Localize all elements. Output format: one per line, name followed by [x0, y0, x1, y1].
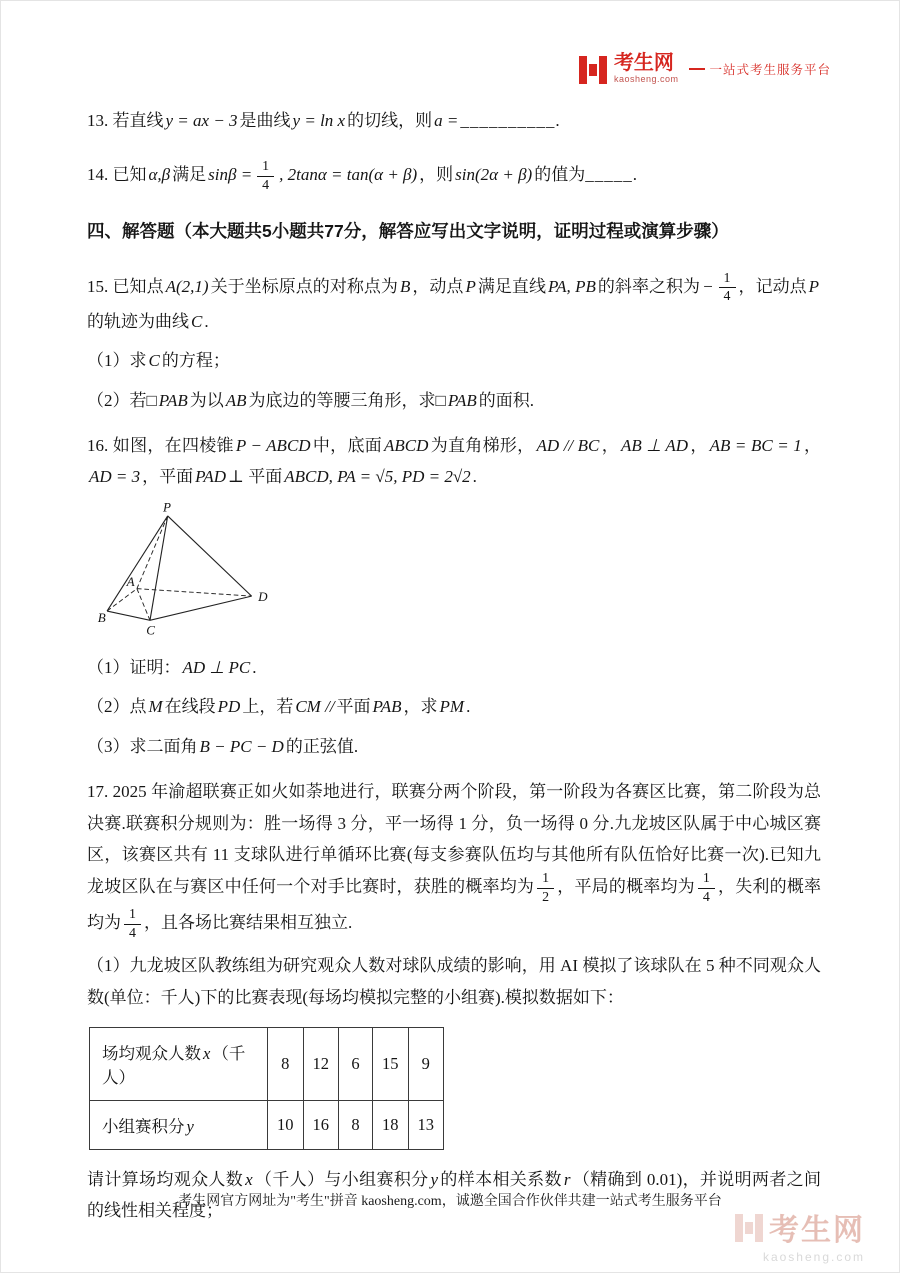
text-segment: 的正弦值. [285, 736, 359, 756]
watermark-bar-right [755, 1214, 763, 1242]
pyramid-hidden-edges [107, 516, 252, 620]
text-segment: . [252, 657, 257, 677]
math-segment: x [203, 1044, 211, 1063]
text-segment: （2）点 [87, 697, 147, 717]
text-segment: 14. 已知 [87, 165, 147, 185]
text-segment: 17. 2025 年渝超联赛正如火如荼地进行，联赛分两个阶段，第一阶段为各赛区比赛，第二阶段为总决赛.联赛积分规则为：胜一场得 3 分，平一场得 1 分，负一场得 0 分.九龙坡区队属于中心城区赛区，该赛区共有 11 支球队进行单循环比赛(每支参赛队伍均与其他所有队伍恰好比赛一次).已知九龙坡区队在与赛区中任何一个对手比赛时，获胜的概率均为 [87, 782, 821, 897]
fraction-denominator: 4 [129, 925, 136, 941]
text-segment: 请计算场均观众人数 [87, 1170, 244, 1189]
fraction-numerator: 1 [124, 906, 141, 924]
text-segment: 为直角梯形， [430, 435, 535, 455]
fraction [124, 906, 141, 942]
table-row-points [90, 1101, 444, 1150]
math-segment: B − PC − D [199, 736, 284, 756]
math-segment: PAB [447, 390, 477, 410]
row-header-points [90, 1101, 268, 1150]
question-15-part-1 [87, 345, 821, 376]
text-segment: 15. 已知点 [87, 276, 164, 296]
text-segment: （精确到 0.01)，并说明两者之间的线性相关程度； [87, 1170, 822, 1221]
triangle-placeholder-box: □ [146, 390, 157, 410]
math-segment: sin(2α + β) [455, 165, 533, 185]
math-segment: AB ⊥ AD [621, 435, 689, 455]
math-segment: CM // [295, 697, 335, 717]
table-cell: 8 [339, 1101, 373, 1150]
text-segment: 的轨迹为曲线 [87, 311, 189, 331]
math-segment: PAD [195, 467, 226, 487]
answer-blank: __________ [460, 111, 556, 130]
math-segment: P − ABCD [235, 435, 311, 455]
text-segment: ⊥ 平面 [228, 467, 283, 487]
text-segment: （1）求 [87, 351, 147, 371]
math-segment: PAB [372, 697, 402, 717]
text-segment: 16. 如图，在四棱锥 [87, 435, 234, 455]
text-segment: （2）若 [87, 390, 147, 410]
watermark-domain: kaosheng.com [762, 1250, 865, 1264]
site-logo [579, 53, 831, 84]
question-15-part-2 [87, 385, 821, 416]
math-segment: AD ⊥ PC [182, 657, 251, 677]
table-cell: 13 [408, 1101, 444, 1150]
kaosheng-logo-icon [579, 54, 607, 84]
logo-bar-left [579, 56, 587, 84]
math-segment: AB = BC = 1 [709, 435, 802, 455]
table-cell: 15 [373, 1028, 409, 1101]
watermark-bar-left [735, 1214, 743, 1242]
text-segment: （1）证明： [87, 657, 181, 677]
pyramid-figure-svg [91, 501, 291, 639]
pyramid-figure [91, 501, 821, 644]
text-segment: （千人） [102, 1044, 246, 1087]
text-segment: 满足 [172, 165, 207, 185]
fraction-numerator: 1 [698, 870, 715, 888]
watermark-logo [735, 1205, 865, 1264]
table-cell: 12 [303, 1028, 339, 1101]
math-segment: x [245, 1170, 253, 1189]
text-segment: . [632, 165, 637, 185]
text-segment: 为以 [189, 390, 224, 410]
table-cell: 10 [268, 1101, 304, 1150]
question-14 [87, 158, 821, 194]
fraction-denominator: 4 [262, 177, 270, 193]
math-segment: PM [439, 697, 465, 717]
math-segment: C [148, 351, 160, 371]
vertex-label-b: B [97, 610, 106, 626]
text-segment: ， [601, 435, 619, 455]
simulation-data-table [89, 1027, 444, 1150]
watermark-bar-middle [745, 1222, 753, 1234]
text-segment: . [466, 697, 471, 717]
table-cell: 8 [268, 1028, 304, 1101]
kaosheng-watermark-icon [735, 1212, 763, 1242]
question-16-part-2 [87, 691, 821, 722]
tagline-divider [689, 68, 705, 70]
text-segment: 场均观众人数 [102, 1044, 201, 1063]
tagline-text: 一站式考生服务平台 [709, 62, 831, 77]
question-17 [87, 776, 821, 942]
table-cell: 9 [408, 1028, 444, 1101]
fraction-denominator: 2 [542, 889, 550, 905]
logo-text [614, 53, 679, 84]
table-cell: 16 [303, 1101, 339, 1150]
text-segment: 13. 若直线 [87, 111, 164, 130]
table-cell: 18 [373, 1101, 409, 1150]
question-15 [87, 270, 821, 337]
page-footer: 考生网官方网址为"考生"拼音 kaosheng.com，诚邀全国合作伙伴共建一站式考生服务平台 [178, 1194, 722, 1209]
text-segment: 是曲线 [239, 111, 291, 130]
math-segment: sinβ = [208, 165, 253, 185]
text-segment: . [204, 311, 209, 331]
text-segment: . [555, 111, 560, 130]
triangle-placeholder-box: □ [435, 390, 446, 410]
document-body [1, 1, 899, 1227]
text-segment: . [472, 467, 477, 487]
logo-bar-middle [589, 64, 597, 76]
text-segment: 中，底面 [312, 435, 383, 455]
text-segment: 的切线，则 [347, 111, 433, 130]
text-segment: 的斜率之积为 [597, 276, 701, 296]
math-segment: AB [225, 390, 247, 410]
math-segment: PA, PB [547, 276, 596, 296]
text-segment: ， [803, 435, 822, 455]
text-segment: 的样本相关系数 [440, 1170, 562, 1189]
table-cell: 6 [339, 1028, 373, 1101]
math-segment: PAB [158, 390, 188, 410]
fraction-numerator: 1 [537, 870, 554, 888]
section-title: 四、解答题（本大题共5小题共77分，解答应写出文字说明，证明过程或演算步骤） [87, 221, 729, 242]
math-segment: y [430, 1170, 439, 1189]
vertex-label-p: P [163, 500, 172, 515]
text-segment: 小组赛积分 [102, 1117, 185, 1136]
question-16-part-1 [87, 652, 821, 683]
fraction-numerator: 1 [719, 270, 736, 288]
fraction-denominator: 4 [702, 889, 710, 905]
math-segment: PD [217, 697, 241, 717]
math-segment: M [148, 697, 163, 717]
logo-name: 考生网 [613, 52, 674, 74]
math-segment: y [186, 1117, 194, 1136]
table-row-audience [90, 1028, 444, 1101]
text-segment: ， [690, 435, 708, 455]
vertex-label-a: A [126, 573, 135, 589]
math-segment: P [465, 276, 476, 296]
vertex-label-d: D [258, 588, 268, 604]
text-segment: （3）求二面角 [87, 736, 198, 756]
text-segment: 的面积. [478, 390, 535, 410]
watermark-name: 考生网 [769, 1214, 865, 1247]
question-17-part-1: （1）九龙坡区队教练组为研究观众人数对球队成绩的影响，用 AI 模拟了该球队在 5 种不同观众人数(单位：千人)下的比赛表现(每场均模拟完整的小组赛).模拟数据如下： [87, 956, 821, 1007]
text-segment: ，平面 [142, 467, 194, 487]
watermark-row [735, 1205, 865, 1249]
logo-bar-right [599, 56, 607, 84]
text-segment: 的值为 [534, 165, 586, 185]
math-segment: α,β [148, 165, 171, 185]
text-segment: 平面 [336, 697, 371, 717]
math-segment: r [563, 1170, 571, 1189]
fraction [719, 270, 736, 306]
text-segment: ，求 [403, 697, 438, 717]
math-segment: ABCD, PA = √5, PD = 2√2 [284, 467, 471, 487]
logo-tagline [689, 60, 831, 78]
text-segment: 上，若 [242, 697, 294, 717]
text-segment: ，且各场比赛结果相互独立. [143, 913, 353, 933]
math-segment: ABCD [384, 435, 429, 455]
logo-domain: kaosheng.com [613, 74, 679, 84]
question-16 [87, 430, 821, 493]
fraction [257, 158, 274, 194]
fraction [698, 870, 715, 906]
math-segment: B [399, 276, 411, 296]
text-segment: ，失利的概率均为 [87, 877, 822, 933]
math-segment: C [191, 311, 203, 331]
math-segment: y = ax − 3 [165, 111, 238, 130]
question-13 [87, 105, 821, 136]
math-segment: , 2tanα = tan(α + β) [279, 165, 418, 185]
text-segment: ，平局的概率均为 [557, 877, 695, 897]
text-segment: 关于坐标原点的对称点为 [210, 276, 398, 296]
question-16-part-3 [87, 731, 821, 762]
text-segment: ，则 [419, 165, 454, 185]
pyramid-solid-edges [107, 516, 252, 620]
text-segment: 在线段 [164, 697, 216, 717]
fraction-denominator: 4 [723, 289, 731, 305]
math-segment: AD = 3 [89, 467, 141, 487]
text-segment: 为底边的等腰三角形，求 [248, 390, 436, 410]
minus-sign: − [702, 276, 714, 296]
row-header-audience [90, 1028, 268, 1101]
fraction [537, 870, 554, 906]
math-segment: AD // BC [536, 435, 600, 455]
answer-blank: _____ [585, 165, 633, 185]
math-segment: a = [434, 111, 459, 130]
text-segment: ，记动点 [738, 276, 807, 296]
text-segment: 满足直线 [477, 276, 546, 296]
math-segment: P [808, 276, 820, 296]
vertex-label-c: C [146, 622, 155, 638]
math-segment: A(2,1) [165, 276, 209, 296]
text-segment: （千人）与小组赛积分 [254, 1170, 429, 1189]
text-segment: ，动点 [412, 276, 464, 296]
text-segment: 的方程； [161, 351, 230, 371]
math-segment: y = ln x [292, 111, 346, 130]
fraction-numerator: 1 [257, 158, 274, 176]
